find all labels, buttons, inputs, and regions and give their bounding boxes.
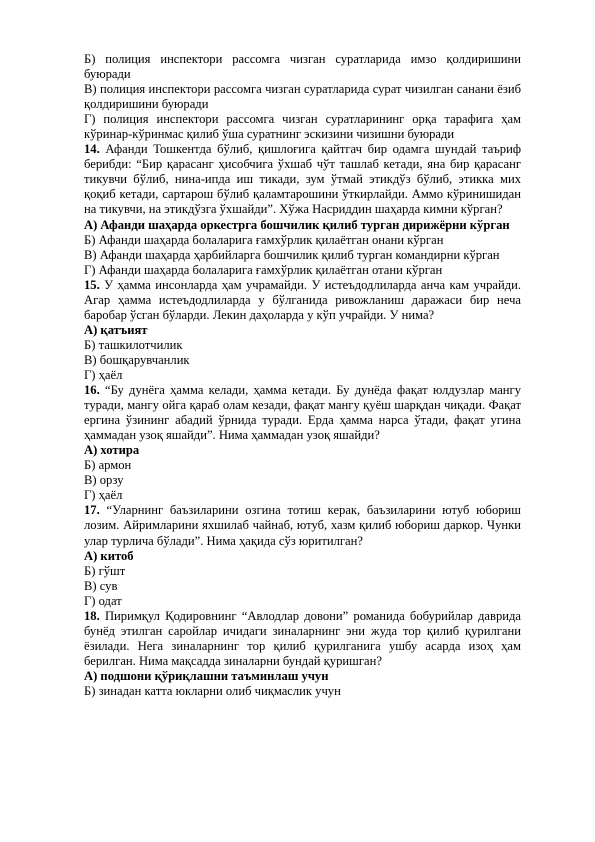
question-number: 14.	[84, 142, 100, 157]
option-b: Б) Афанди шаҳарда болаларига ғамхўрлик қилаётган онани кўрган	[84, 232, 444, 247]
answer-a: А) подшони қўриқлашни таъминлаш учун	[84, 668, 329, 683]
answer-a: А) китоб	[84, 548, 134, 563]
question-17	[84, 503, 521, 548]
option-v: В) Афанди шаҳарда ҳарбийларга бошчилик қилиб турган командирни кўрган	[84, 247, 500, 262]
option-v: В) бошқарувчанлик	[84, 352, 190, 367]
option-b: Б) зинадан катта юкларни олиб чиқмаслик учун	[84, 683, 341, 698]
question-16	[84, 383, 521, 443]
option-g: Г) ҳаёл	[84, 367, 123, 382]
option-g: Г) ҳаёл	[84, 488, 123, 503]
question-number: 15.	[84, 277, 100, 292]
question-number: 18.	[84, 608, 100, 623]
option-v: В) полиция инспектори рассомга чизган суратларида сурат чизилган санани ёзиб қолдиришини буюради	[84, 82, 521, 112]
question-number: 17.	[84, 503, 100, 518]
option-b: Б) армон	[84, 458, 132, 473]
question-number: 16.	[84, 383, 100, 398]
option-b: Б) гўшт	[84, 563, 126, 578]
option-b: Б) полиция инспектори рассомга чизган суратларида имзо қолдиришини буюради	[84, 52, 521, 82]
question-text: “Бу дунёга ҳамма келади, ҳамма кетади. Бу дунёда фақат юлдузлар мангу туради, мангу ойга қараб олам кезади, фақат мангу қуёш шарқдан чиқади. Фақат ергина ўзининг абадий ўрнида туради. Ерда ҳамма нарса ўтади, фақат угина ҳаммадан узоқ яшайди”. Нима ҳаммадан узоқ яшайди?	[84, 383, 521, 443]
question-text: Пиримқул Қодировнинг “Авлодлар довони” романида бобурийлар даврида бунёд этилган саройлар ичидаги зиналарнинг эни жуда тор қилиб қурилгани ёзилади. Нега зиналарнинг тор қилиб қурилганига ушбу асарда изоҳ ҳам берилган. Нима мақсадда зиналарни бундай қуришган?	[84, 608, 521, 668]
question-14	[84, 142, 521, 217]
answer-a: А) хотира	[84, 443, 140, 458]
question-text: У ҳамма инсонларда ҳам учрамайди. У истеъдодлиларда анча кам учрайди. Агар ҳамма истеъдодлиларда у бўлганида ривожланиш даражаси бир неча баробар ўсган бўларди. Лекин даҳоларда у кўп учрайди. У нима?	[84, 277, 521, 322]
question-text: Афанди Тошкентда бўлиб, қишлоғига қайтгач бир одамга шундай таъриф берибди: “Бир қарасанг ҳисобчига ўхшаб чўт ташлаб кетади, яна бир қарасанг тикувчи бўлиб, нина-ипда иш тикади, зум ўтмай этикдўз бўлиб, этикка мих қоқиб кетади, сартарош бўлиб қаламтарошини ўткирлайди. Аммо кўринишидан на тикувчи, на этикдўзга ўхшайди”. Хўжа Насриддин шаҳарда кимни кўрган?	[84, 142, 521, 217]
option-g: Г) одат	[84, 593, 122, 608]
document-page	[84, 52, 521, 699]
option-v: В) сув	[84, 578, 118, 593]
option-g: Г) полиция инспектори рассомга чизган суратларининг орқа тарафига ҳам кўринар-кўринмас қилиб ўша суратнинг эскизини чизишни буюради	[84, 112, 521, 142]
question-18	[84, 609, 521, 669]
option-g: Г) Афанди шаҳарда болаларига ғамхўрлик қилаётган отани кўрган	[84, 262, 443, 277]
answer-a: А) Афанди шаҳарда оркестрга бошчилик қилиб турган дирижёрни кўрган	[84, 217, 510, 232]
option-b: Б) ташкилотчилик	[84, 337, 183, 352]
question-15	[84, 278, 521, 323]
question-text: “Уларнинг баъзиларини озгина тотиш керак, баъзиларини ютуб юбориш лозим. Айримларини яхшилаб чайнаб, ютуб, хазм қилиб юбориш даркор. Чунки улар турлича бўлади”. Нима ҳақида сўз юритилган?	[84, 503, 521, 548]
answer-a: А) қатъият	[84, 322, 148, 337]
option-v: В) орзу	[84, 473, 124, 488]
